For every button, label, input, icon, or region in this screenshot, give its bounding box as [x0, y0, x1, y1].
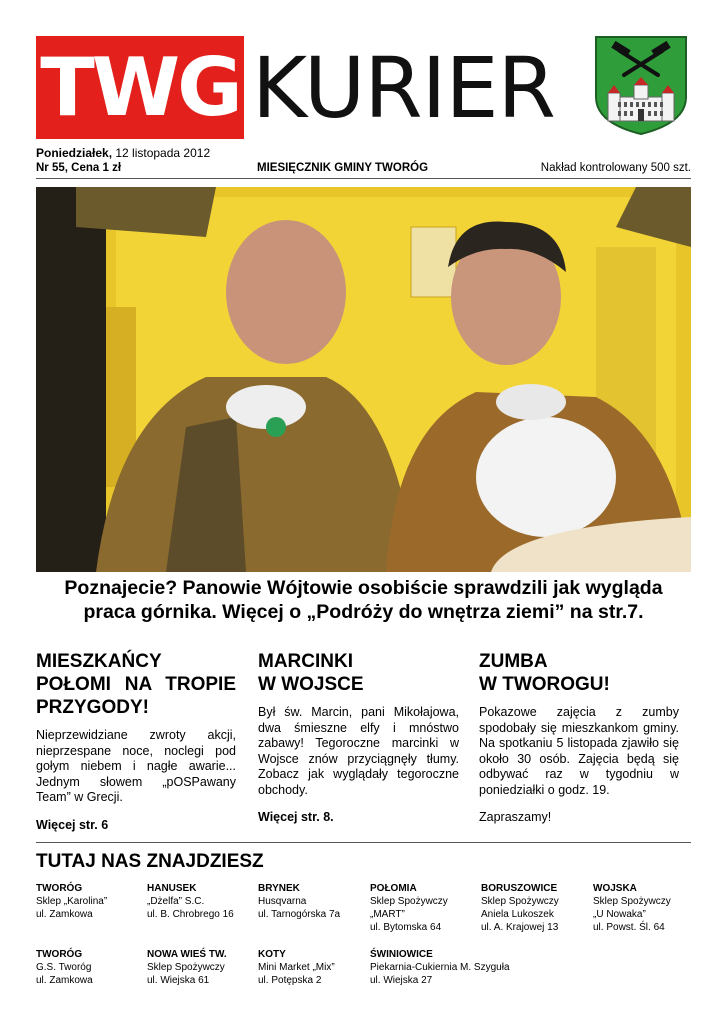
location-line: Mini Market „Mix” [258, 962, 335, 973]
location-line: ul. Zamkowa [36, 975, 93, 986]
article-marcinki [258, 650, 459, 826]
location-item [481, 882, 559, 934]
cover-caption [36, 576, 691, 624]
location-town: BRYNEK [258, 883, 300, 894]
cover-caption-line1: Poznajecie? Panowie Wójtowie osobiście sprawdzili jak wygląda [64, 577, 663, 599]
article-title-line: W WOJSCE [258, 674, 364, 695]
location-town: NOWA WIEŚ TW. [147, 949, 227, 960]
location-town: HANUSEK [147, 883, 197, 894]
location-town: BORUSZOWICE [481, 883, 558, 894]
location-item [36, 948, 93, 987]
location-item [593, 882, 671, 934]
article-title-line: POŁOMI NA TROPIE [36, 674, 236, 695]
location-line: Piekarnia-Cukiernia M. Szyguła [370, 962, 510, 973]
location-line: ul. Bytomska 64 [370, 922, 442, 933]
location-line: Husqvarna [258, 896, 307, 907]
location-line: „MART” [370, 909, 405, 920]
article-title [479, 650, 679, 696]
publication-type: MIESIĘCZNIK GMINY TWORÓG [257, 162, 429, 174]
article-title-line: ZUMBA [479, 651, 548, 672]
article-title [36, 650, 236, 719]
article-polomia [36, 650, 236, 833]
location-line: ul. Tarnogórska 7a [258, 909, 341, 920]
article-more-link[interactable]: Więcej str. 6 [36, 817, 109, 832]
article-title-line: MARCINKI [258, 651, 353, 672]
location-line: ul. B. Chrobrego 16 [147, 909, 234, 920]
location-line: Sklep Spożywczy [147, 962, 225, 973]
location-item [370, 882, 448, 934]
location-line: G.S. Tworóg [36, 962, 92, 973]
article-body: Nieprzewidziane zwroty akcji, nieprzespane noce, noclegi pod gołym niebem i nagłe awarie... Jednym słowem „pOSPawany Team” w Grecji. [36, 728, 236, 804]
article-title-line: PRZYGODY! [36, 697, 149, 718]
issue-weekday: Poniedziałek, [36, 146, 113, 160]
location-item [258, 882, 340, 921]
location-line: „Dżelfa” S.C. [147, 896, 205, 907]
article-title-line: MIESZKAŃCY [36, 651, 162, 672]
location-item [370, 948, 510, 987]
issue-date-text: 12 listopada 2012 [112, 146, 211, 160]
location-line: ul. Wiejska 61 [147, 975, 210, 986]
location-line: Sklep Spożywczy [481, 896, 559, 907]
location-town: ŚWINIOWICE [370, 949, 433, 960]
location-line: Sklep Spożywczy [370, 896, 448, 907]
location-town: TWORÓG [36, 949, 83, 960]
location-town: KOTY [258, 949, 286, 960]
location-line: Aniela Lukoszek [481, 909, 554, 920]
logo-kurier: KURIER [252, 39, 555, 137]
location-item [147, 882, 234, 921]
find-us-title: TUTAJ NAS ZNAJDZIESZ [36, 851, 264, 872]
issue-number-price: Nr 55, Cena 1 zł [36, 162, 122, 174]
location-line: ul. A. Krajowej 13 [481, 922, 559, 933]
circulation-note: Nakład kontrolowany 500 szt. [540, 162, 691, 174]
location-line: „U Nowaka” [593, 909, 646, 920]
article-body: Pokazowe zajęcia z zumby spodobały się mieszkankom gminy. Na spotkaniu 5 listopada zjawiło się około 30 osób. Zajęcia będą się odbywać raz w tygodniu w poniedziałki o godz. 19. [479, 705, 679, 797]
article-title [258, 650, 459, 696]
location-item [258, 948, 335, 987]
location-line: ul. Wiejska 27 [370, 975, 433, 986]
section-divider [36, 842, 691, 843]
location-line: ul. Powst. Śl. 64 [593, 922, 665, 933]
cover-caption-line2: praca górnika. Więcej o „Podróży do wnętrza ziemi” na str.7. [83, 601, 644, 623]
logo-twg-text: TWG [40, 41, 240, 134]
location-line: ul. Zamkowa [36, 909, 93, 920]
location-item [147, 948, 227, 987]
location-item [36, 882, 107, 921]
location-town: POŁOMIA [370, 883, 417, 894]
location-line: Sklep Spożywczy [593, 896, 671, 907]
issue-date [36, 146, 210, 160]
location-line: ul. Potępska 2 [258, 975, 322, 986]
coat-of-arms-icon [594, 35, 688, 136]
article-body: Był św. Marcin, pani Mikołajowa, dwa śmieszne elfy i mnóstwo zabawy! Tegoroczne marcinki w Wojsce znów przyciągnęły tłumy. Zobacz jak wyglądały tegoroczne obchody. [258, 705, 459, 797]
article-more-link[interactable]: Więcej str. 8. [258, 810, 334, 824]
header-divider [36, 178, 691, 179]
cover-photo [36, 187, 691, 572]
logo-twg [36, 36, 244, 139]
article-title-line: W TWOROGU! [479, 674, 610, 695]
location-line: Sklep „Karolina” [36, 896, 108, 907]
article-closing: Zapraszamy! [479, 810, 552, 824]
article-zumba [479, 650, 679, 826]
location-town: WOJSKA [593, 883, 637, 894]
location-town: TWORÓG [36, 883, 83, 894]
